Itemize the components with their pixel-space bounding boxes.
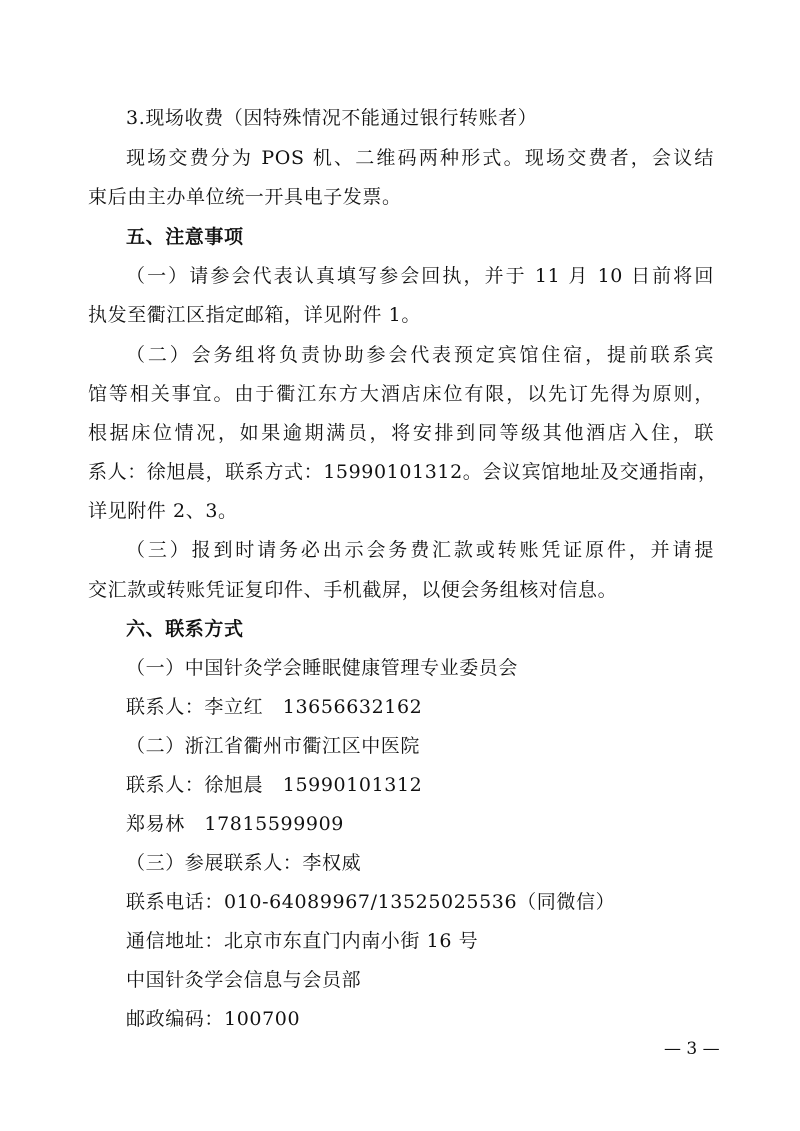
contact-phone: 联系电话：010-64089967/13525025536（同微信） xyxy=(126,891,616,913)
payment-item3-body-line2: 束后由主办单位统一开具电子发票。 xyxy=(88,186,402,208)
payment-item3-body-line1: 现场交费分为 POS 机、二维码两种形式。现场交费者，会议结 xyxy=(126,147,714,169)
contact-org2-person2: 郑易林 17815599909 xyxy=(126,813,344,835)
contact-postcode: 邮政编码：100700 xyxy=(126,1008,301,1030)
section5-p1-line2: 执发至衢江区指定邮箱，详见附件 1。 xyxy=(88,304,421,326)
section5-p2-line2: 馆等相关事宜。由于衢江东方大酒店床位有限，以先订先得为原则， xyxy=(88,383,714,405)
section5-p3-line2: 交汇款或转账凭证复印件、手机截屏，以便会务组核对信息。 xyxy=(88,579,618,601)
section5-p2-line1: （二）会务组将负责协助参会代表预定宾馆住宿，提前联系宾 xyxy=(126,344,714,366)
page-number: — 3 — xyxy=(664,1039,720,1059)
section5-p3-line1: （三）报到时请务必出示会务费汇款或转账凭证原件，并请提 xyxy=(126,539,714,561)
contact-org2-person1: 联系人：徐旭晨 15990101312 xyxy=(126,774,423,796)
section5-p1-line1: （一）请参会代表认真填写参会回执，并于 11 月 10 日前将回 xyxy=(126,265,714,287)
contact-org2: （二）浙江省衢州市衢江区中医院 xyxy=(126,735,421,757)
contact-department: 中国针灸学会信息与会员部 xyxy=(126,969,362,991)
contact-org3: （三）参展联系人：李权威 xyxy=(126,852,362,874)
section5-p2-line3: 根据床位情况，如果逾期满员，将安排到同等级其他酒店入住，联 xyxy=(88,422,714,444)
section5-p2-line4: 系人：徐旭晨，联系方式：15990101312。会议宾馆地址及交通指南， xyxy=(88,461,718,483)
contact-address: 通信地址：北京市东直门内南小街 16 号 xyxy=(126,930,479,952)
payment-item3-title: 3.现场收费（因特殊情况不能通过银行转账者） xyxy=(126,107,538,129)
section5-p2-line5: 详见附件 2、3。 xyxy=(88,500,238,522)
section5-heading: 五、注意事项 xyxy=(126,226,244,248)
contact-org1: （一）中国针灸学会睡眠健康管理专业委员会 xyxy=(126,657,519,679)
contact-org1-person: 联系人：李立红 13656632162 xyxy=(126,696,423,718)
section6-heading: 六、联系方式 xyxy=(126,618,244,640)
